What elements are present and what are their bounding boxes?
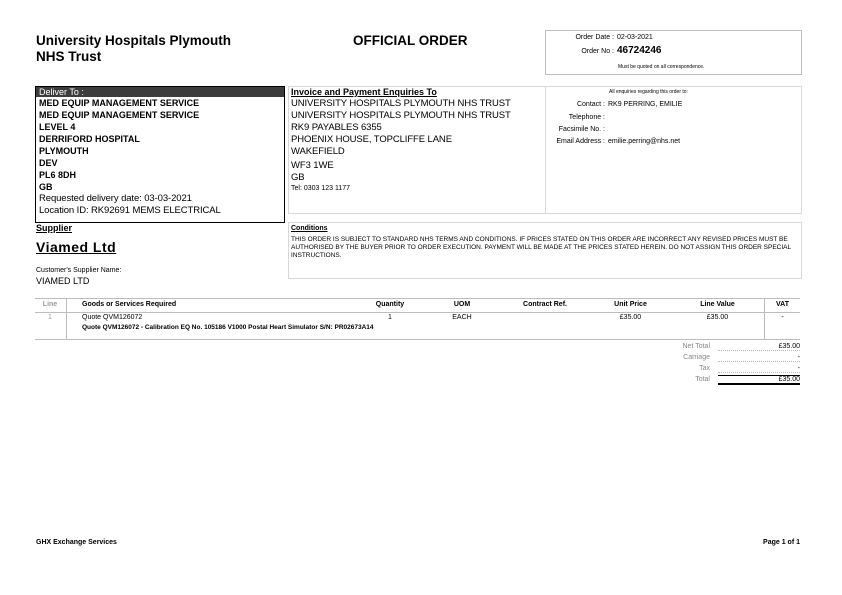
supplier-name: Viamed Ltd bbox=[36, 239, 117, 255]
invoice-line: RK9 PAYABLES 6355 bbox=[291, 122, 382, 133]
row-unit: £35.00 bbox=[619, 314, 642, 321]
deliver-line: MED EQUIP MANAGEMENT SERVICE bbox=[39, 98, 200, 108]
deliver-header: Deliver To : bbox=[36, 87, 284, 97]
table-row bbox=[35, 312, 800, 340]
conditions-label: Conditions bbox=[291, 225, 328, 232]
invoice-header: Invoice and Payment Enquiries To bbox=[291, 87, 437, 97]
total-label: Total bbox=[695, 376, 710, 383]
table-header bbox=[35, 298, 800, 313]
row-vat: - bbox=[781, 314, 784, 321]
totals-row bbox=[640, 342, 800, 353]
order-no-label: Order No : bbox=[581, 48, 614, 55]
email-label: Email Address : bbox=[556, 138, 605, 145]
col-uom: UOM bbox=[453, 301, 471, 308]
total-label: Tax bbox=[699, 365, 710, 372]
deliver-box bbox=[35, 86, 285, 223]
total-value: £35.00 bbox=[718, 375, 800, 385]
invoice-line: UNIVERSITY HOSPITALS PLYMOUTH NHS TRUST bbox=[291, 98, 511, 109]
deliver-line: DERRIFORD HOSPITAL bbox=[39, 134, 140, 144]
total-value: - bbox=[718, 354, 800, 362]
row-value: £35.00 bbox=[706, 314, 729, 321]
totals-block bbox=[640, 342, 800, 387]
totals-row bbox=[640, 364, 800, 375]
doc-title: OFFICIAL ORDER bbox=[353, 33, 468, 48]
email-value: emilie.perring@nhs.net bbox=[608, 138, 681, 145]
invoice-box bbox=[288, 86, 546, 214]
footer-page: Page 1 of 1 bbox=[763, 539, 800, 546]
total-value: - bbox=[718, 365, 800, 373]
total-value: £35.00 bbox=[718, 343, 800, 351]
order-info-box bbox=[545, 30, 802, 75]
col-unit: Unit Price bbox=[614, 301, 647, 308]
supplier-label: Supplier bbox=[36, 223, 73, 233]
invoice-line: GB bbox=[291, 172, 305, 183]
deliver-line: GB bbox=[39, 182, 53, 192]
invoice-address bbox=[289, 98, 545, 192]
total-label: Net Total bbox=[682, 343, 710, 350]
row-uom: EACH bbox=[452, 314, 472, 321]
row-line: 1 bbox=[48, 314, 52, 321]
totals-row bbox=[640, 353, 800, 364]
enquiries-note: All enquiries regarding this order to: bbox=[609, 89, 688, 95]
order-note: Must be quoted on all correspondence. bbox=[618, 64, 705, 70]
customer-supplier-value: VIAMED LTD bbox=[36, 276, 90, 286]
enquiries-box bbox=[545, 86, 802, 214]
col-contract: Contract Ref. bbox=[523, 301, 567, 308]
col-goods: Goods or Services Required bbox=[82, 301, 177, 308]
deliver-line: PLYMOUTH bbox=[39, 146, 89, 156]
telephone-label: Telephone : bbox=[568, 114, 605, 121]
conditions-box bbox=[288, 222, 802, 279]
totals-row bbox=[640, 375, 800, 387]
invoice-line: PHOENIX HOUSE, TOPCLIFFE LANE bbox=[291, 134, 452, 145]
footer-left: GHX Exchange Services bbox=[36, 539, 117, 546]
order-no-value: 46724246 bbox=[617, 45, 662, 56]
col-qty: Quantity bbox=[375, 301, 405, 308]
col-value: Line Value bbox=[700, 301, 735, 308]
invoice-line: WF3 1WE bbox=[291, 160, 334, 171]
location-id: Location ID: RK92691 MEMS ELECTRICAL bbox=[39, 205, 221, 216]
row-qty: 1 bbox=[388, 314, 392, 321]
contact-label: Contact : bbox=[576, 101, 605, 108]
org-name-line1: University Hospitals Plymouth bbox=[36, 33, 232, 48]
invoice-tel: Tel: 0303 123 1177 bbox=[291, 185, 351, 192]
invoice-line: UNIVERSITY HOSPITALS PLYMOUTH NHS TRUST bbox=[291, 110, 511, 121]
deliver-line: MED EQUIP MANAGEMENT SERVICE bbox=[39, 110, 200, 120]
customer-supplier-label: Customer's Supplier Name: bbox=[36, 267, 122, 274]
order-date-value: 02-03-2021 bbox=[617, 34, 653, 41]
total-label: Carriage bbox=[683, 354, 710, 361]
conditions-text: THIS ORDER IS SUBJECT TO STANDARD NHS TERMS AND CONDITIONS. IF PRICES STATED ON THIS ORDER ARE INCORRECT ANY REVISED PRICES MUST BE AUTHORISED BY THE BUYER PRIOR TO ORDER EXECUTION. PAYMENT WILL BE MADE AT THE PRICES STATED HEREIN. DO NOT ASSIGN THIS ORDER SPECIAL INSTRUCTIONS. bbox=[291, 236, 791, 259]
requested-delivery-date: Requested delivery date: 03-03-2021 bbox=[39, 193, 192, 204]
order-date-label: Order Date : bbox=[575, 34, 614, 41]
org-name-line2: NHS Trust bbox=[36, 49, 102, 64]
invoice-line: WAKEFIELD bbox=[291, 146, 345, 157]
col-line: Line bbox=[42, 301, 58, 308]
fax-label: Facsimile No. : bbox=[558, 126, 605, 133]
row-goods: Quote QVM126072 bbox=[82, 314, 143, 321]
deliver-line: LEVEL 4 bbox=[39, 122, 76, 132]
org-name bbox=[36, 33, 231, 65]
contact-value: RK9 PERRING, EMILIE bbox=[608, 101, 683, 108]
deliver-address bbox=[36, 97, 284, 217]
col-vat: VAT bbox=[776, 301, 789, 308]
row-description: Quote QVM126072 - Calibration EQ No. 105186 V1000 Postal Heart Simulator S/N: PR02673A14 bbox=[82, 324, 374, 331]
deliver-line: PL6 8DH bbox=[39, 170, 77, 180]
deliver-line: DEV bbox=[39, 158, 58, 168]
